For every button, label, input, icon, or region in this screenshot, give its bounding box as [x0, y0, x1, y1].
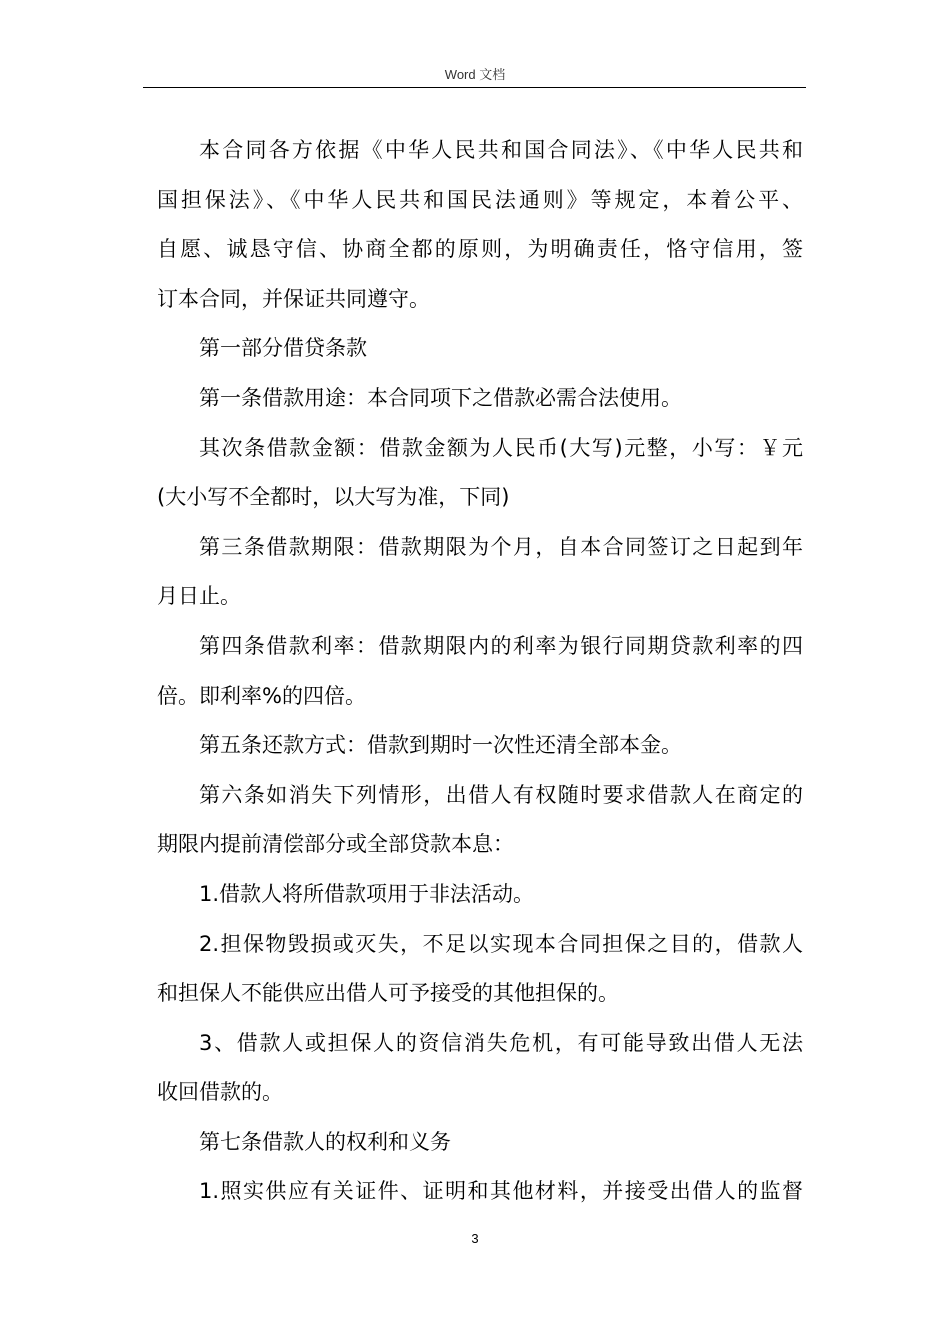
- paragraph-article-6: [157, 771, 803, 870]
- text-line: 月日止。: [157, 584, 241, 609]
- text-line: 本合同各方依据《中华人民共和国合同法》、《中华人民共和: [199, 138, 803, 162]
- text-line: 自愿、诚恳守信、协商全都的原则，为明确责任，恪守信用，签: [157, 237, 803, 262]
- text-line: 倍。即利率%的四倍。: [157, 683, 366, 708]
- text-line: 和担保人不能供应出借人可予接受的其他担保的。: [157, 981, 619, 1006]
- paragraph-article-7: [178, 1118, 803, 1168]
- text-line: 第五条还款方式：借款到期时一次性还清全部本金。: [199, 733, 682, 758]
- paragraph-article-4: [157, 622, 803, 721]
- text-line: 第三条借款期限：借款期限为个月，自本合同签订之日起到年: [199, 534, 803, 559]
- text-line: 期限内提前清偿部分或全部贷款本息：: [157, 832, 514, 857]
- text-line: 国担保法》、《中华人民共和国民法通则》等规定，本着公平、: [157, 187, 803, 212]
- text-line: 订本合同，并保证共同遵守。: [157, 286, 430, 311]
- text-line: 第七条借款人的权利和义务: [199, 1129, 451, 1154]
- text-line: 1.借款人将所借款项用于非法活动。: [199, 881, 535, 906]
- text-line: 第一条借款用途：本合同项下之借款必需合法使用。: [199, 385, 682, 410]
- text-line: (大小写不全都时，以大写为准，下同): [157, 485, 510, 510]
- text-line: 第四条借款利率：借款期限内的利率为银行同期贷款利率的四: [199, 633, 803, 658]
- text-line: 其次条借款金额：借款金额为人民币(大写)元整，小写：￥元: [199, 435, 803, 460]
- text-line: 第一部分借贷条款: [199, 336, 367, 361]
- page-number: 3: [471, 1231, 479, 1246]
- paragraph-article-5: [178, 721, 803, 771]
- text-line: 2.担保物毁损或灭失，不足以实现本合同担保之目的，借款人: [199, 931, 803, 956]
- text-line: 收回借款的。: [157, 1080, 283, 1105]
- paragraph-section-heading: [178, 324, 803, 374]
- text-line: 1.照实供应有关证件、证明和其他材料，并接受出借人的监督: [199, 1179, 803, 1204]
- paragraph-item-3: [157, 1019, 803, 1118]
- paragraph-item-1: [178, 870, 803, 920]
- paragraph-article-3: [157, 523, 803, 622]
- header-divider: [143, 87, 806, 88]
- paragraph-article-1: [178, 374, 803, 424]
- paragraph-preamble: [157, 126, 803, 324]
- paragraph-item-2: [157, 920, 803, 1019]
- paragraph-article-2: [157, 424, 803, 523]
- text-line: 3、借款人或担保人的资信消失危机，有可能导致出借人无法: [199, 1030, 803, 1055]
- page-header-title: Word 文档: [444, 67, 506, 82]
- document-body: [157, 126, 803, 1217]
- paragraph-article-7-item-1: [178, 1167, 803, 1217]
- text-line: 第六条如消失下列情形，出借人有权随时要求借款人在商定的: [199, 782, 803, 807]
